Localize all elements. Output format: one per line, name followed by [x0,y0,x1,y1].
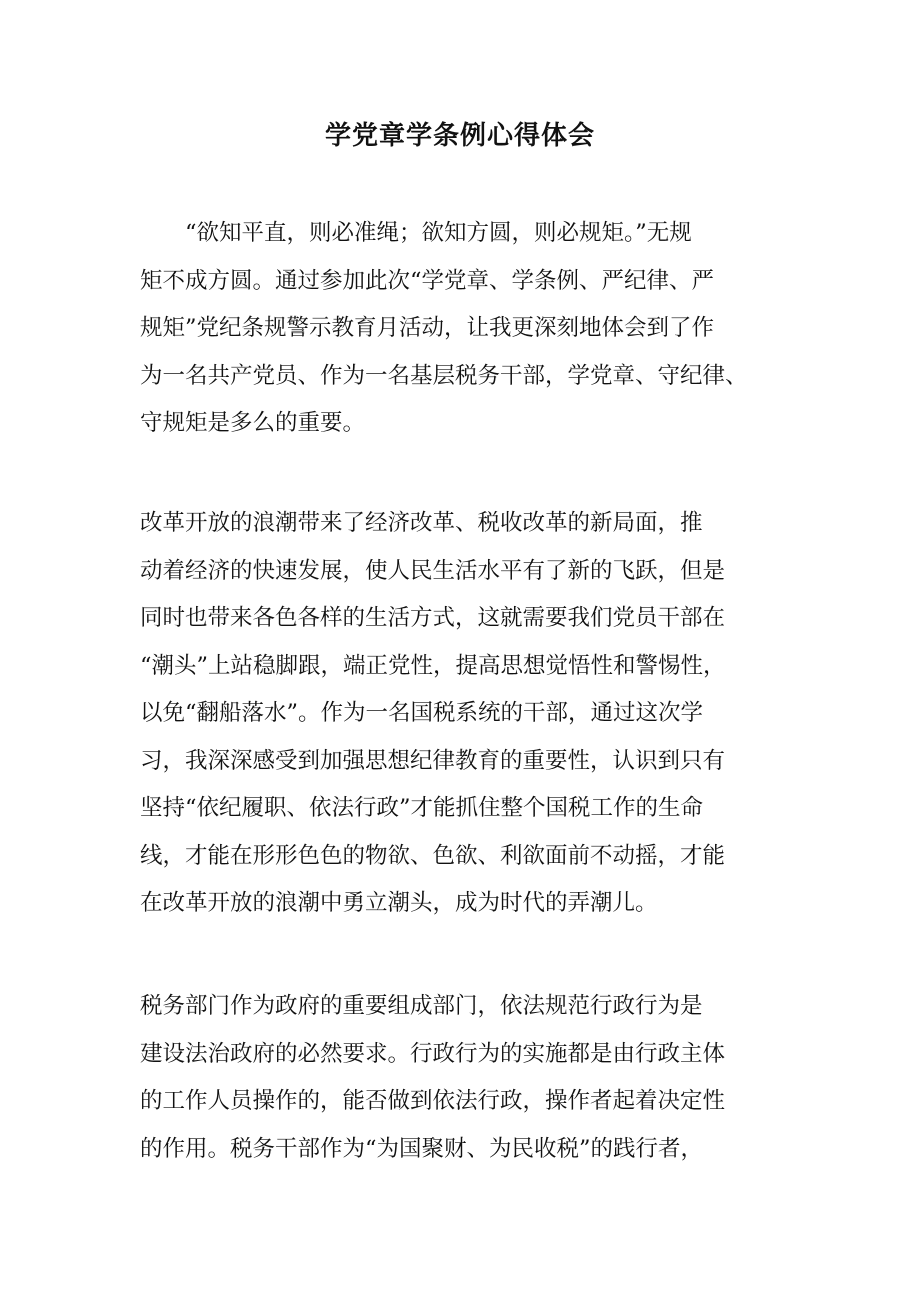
paragraph-line: 的作用。税务干部作为“为国聚财、为民收税”的践行者， [140,1135,704,1162]
paragraph-line: 的工作人员操作的，能否做到依法行政，操作者起着决定性 [140,1088,726,1114]
paragraph-line: “欲知平直，则必准绳；欲知方圆，则必规矩。”无规 [140,220,692,246]
paragraph-line: 为一名共产党员、作为一名基层税务干部，学党章、守纪律、 [140,362,748,389]
paragraph-line: 线，才能在形形色色的物欲、色欲、利欲面前不动摇，才能 [140,842,726,869]
paragraph-line: 以免“翻船落水”。作为一名国税系统的干部，通过这次学 [140,700,704,726]
paragraph-line: 改革开放的浪潮带来了经济改革、税收改革的新局面，推 [140,510,703,536]
page-title: 学党章学条例心得体会 [324,121,595,151]
paragraph-line: 在改革开放的浪潮中勇立潮头，成为时代的弄潮儿。 [140,890,658,916]
paragraph-line: 建设法治政府的必然要求。行政行为的实施都是由行政主体 [140,1040,726,1067]
paragraph-line: 规矩”党纪条规警示教育月活动，让我更深刻地体会到了作 [140,315,715,341]
paragraph-line: 矩不成方圆。通过参加此次“学党章、学条例、严纪律、严 [140,267,715,294]
paragraph-2 [140,500,790,928]
paragraph-3 [140,983,790,1173]
paragraph-line: 坚持“依纪履职、依法行政”才能抓住整个国税工作的生命 [140,795,704,821]
paragraph-1 [140,210,790,448]
paragraph-line: 税务部门作为政府的重要组成部门，依法规范行政行为是 [140,993,703,1019]
paragraph-line: 习，我深深感受到加强思想纪律教育的重要性，认识到只有 [140,747,726,774]
paragraph-line: “潮头”上站稳脚跟，端正党性，提高思想觉悟性和警惕性， [140,652,726,679]
paragraph-line: 动着经济的快速发展，使人民生活水平有了新的飞跃，但是 [140,557,726,584]
paragraph-line: 同时也带来各色各样的生活方式，这就需要我们党员干部在 [140,605,726,631]
paragraph-line: 守规矩是多么的重要。 [140,410,366,436]
